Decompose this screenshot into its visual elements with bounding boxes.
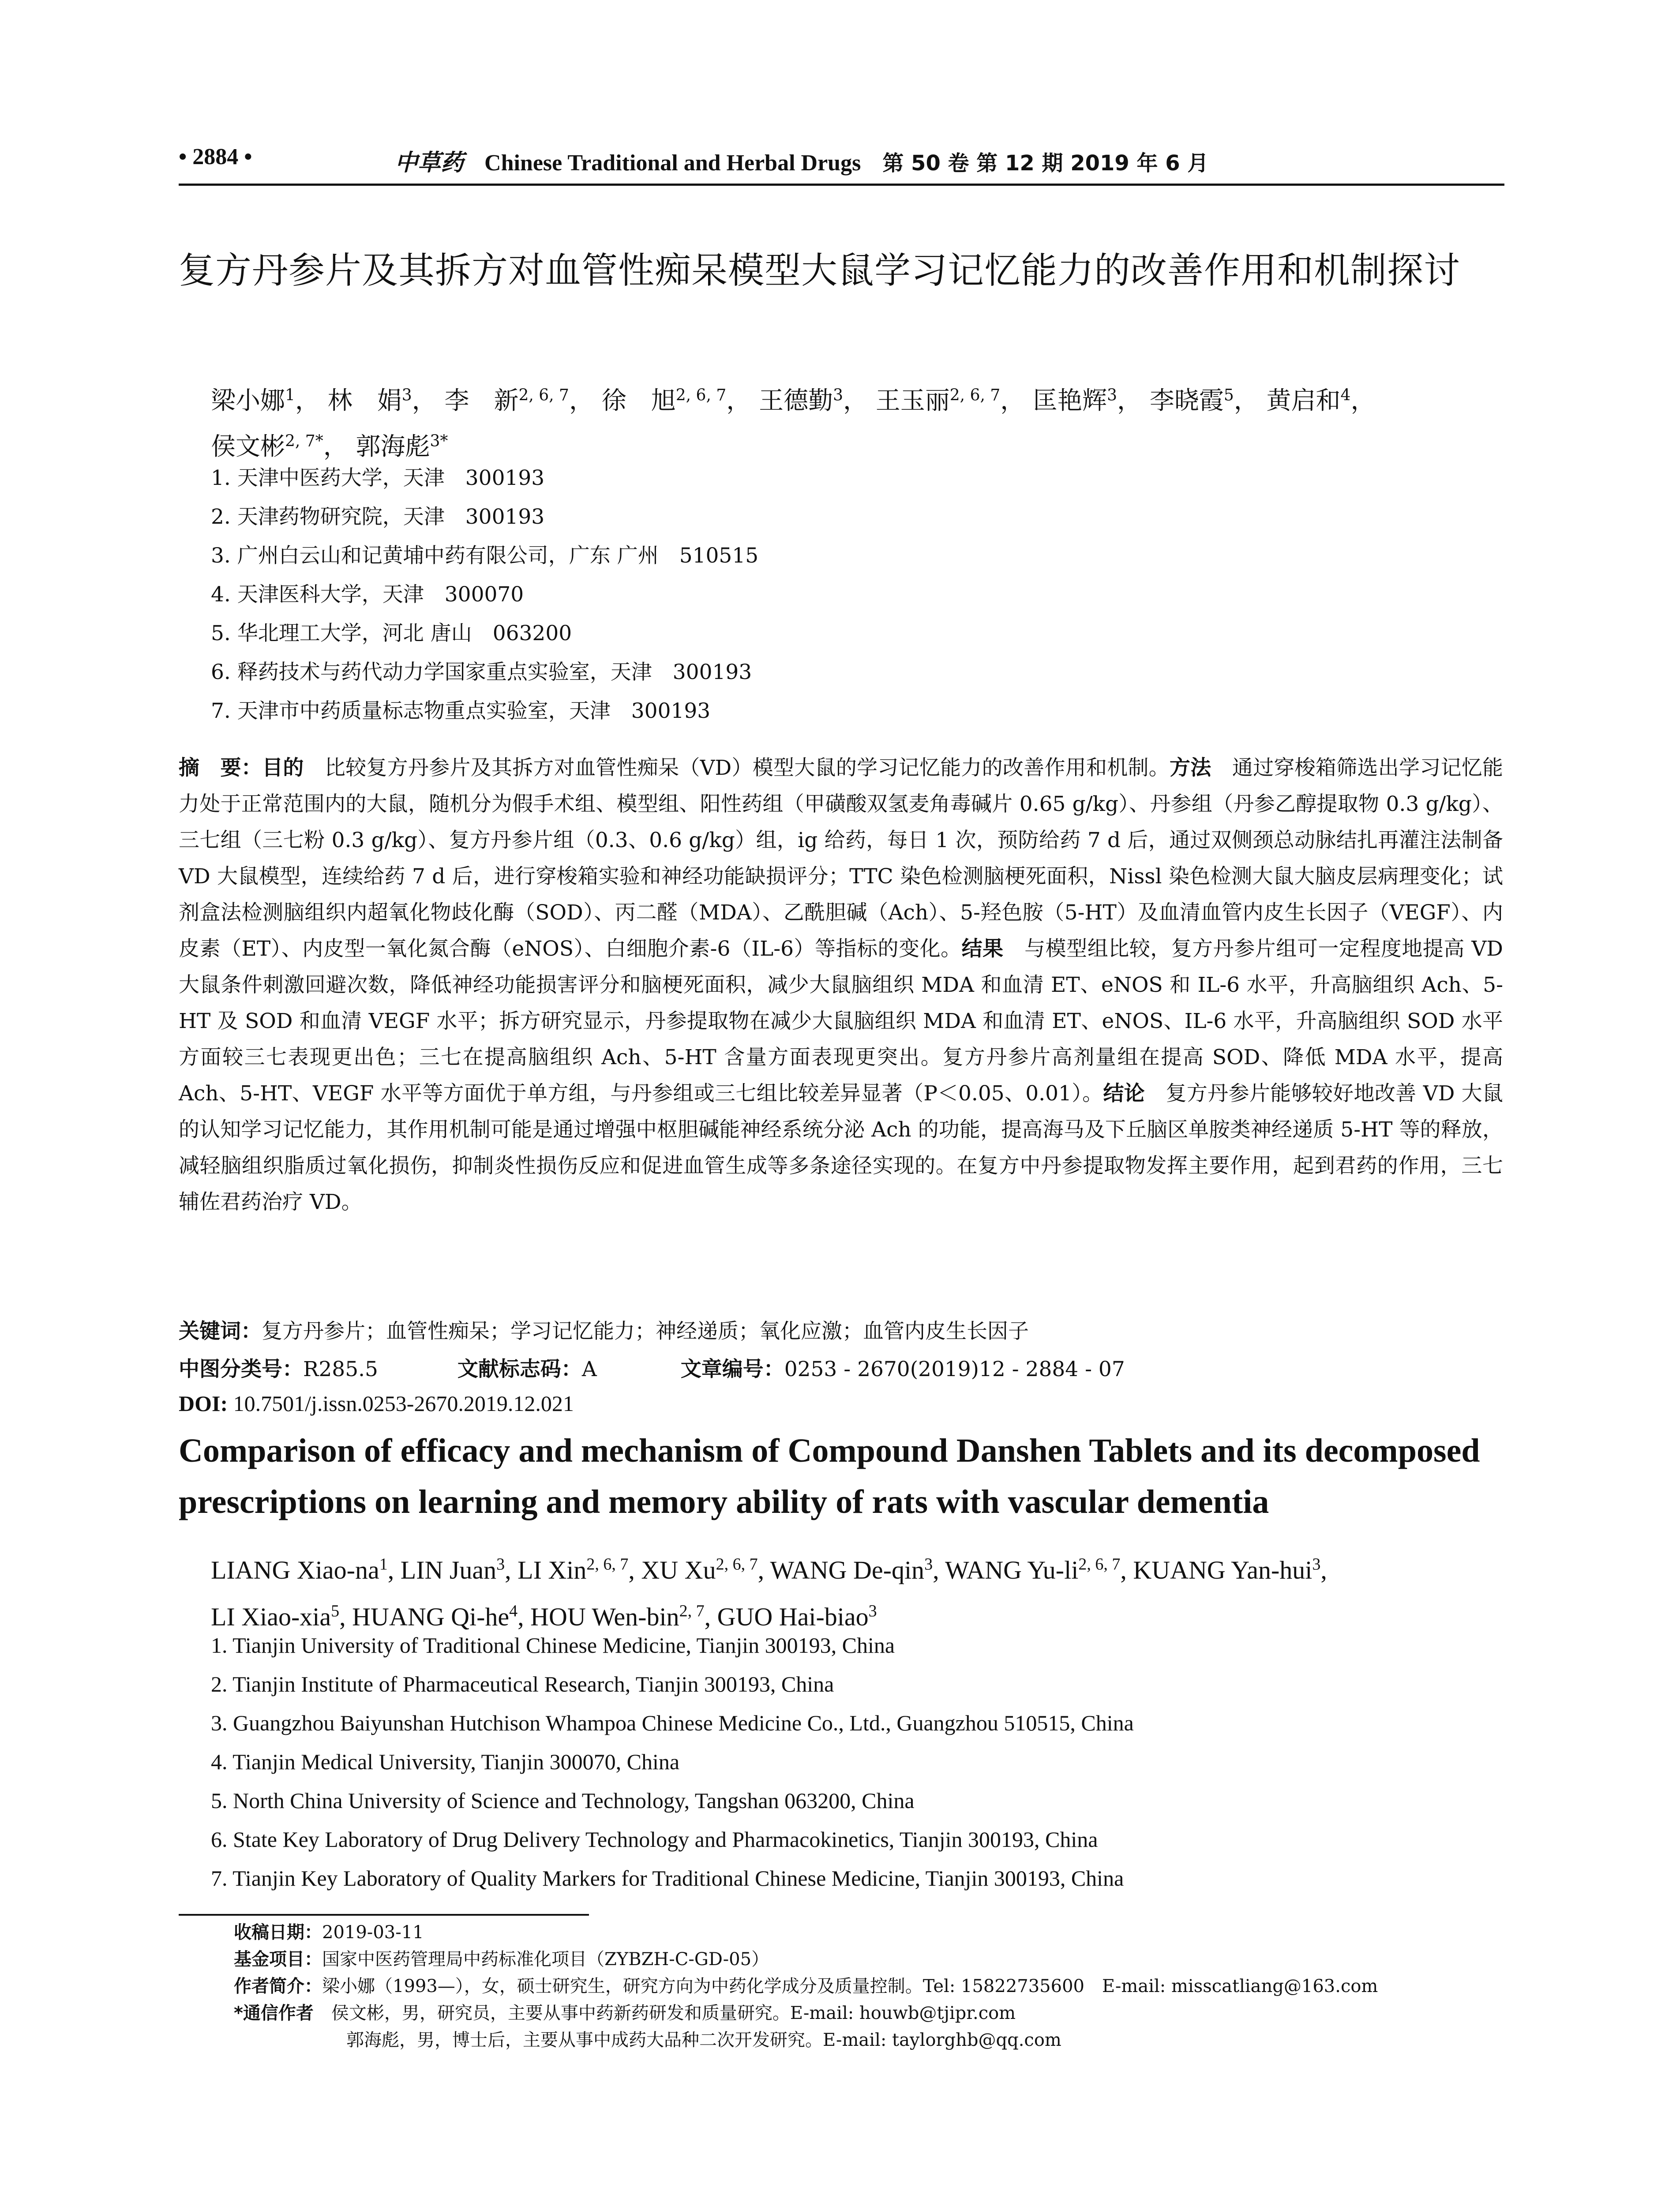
- author-en: KUANG Yan-hui$^3$,: [1133, 1555, 1327, 1585]
- author-en: GUO Hai-biao$^3$: [717, 1602, 877, 1631]
- corresponding-author: *通信作者 侯文彬，男，研究员，主要从事中药新药研发和质量研究。E-mail: houwb@tjipr.com: [234, 2003, 1016, 2023]
- author-cn: 匡艳辉$^3$，: [1033, 386, 1142, 415]
- author-cn: 梁小娜$^1$，: [211, 386, 320, 415]
- affiliation-cn: 1. 天津中医药大学，天津 300193: [211, 466, 545, 490]
- article-title-en: Comparison of efficacy and mechanism of Compound Danshen Tablets and its decomposed prescriptions on learning and memory ability of rats with vascular dementia: [179, 1432, 1480, 1520]
- affiliation-cn: 2. 天津药物研究院，天津 300193: [211, 505, 545, 529]
- affiliation-cn: 6. 释药技术与药代动力学国家重点实验室，天津 300193: [211, 660, 752, 684]
- journal-logo-cn: 中草药: [395, 149, 464, 176]
- abstract-conclusion: 复方丹参片能够较好地改善 VD 大鼠的认知学习记忆能力，其作用机制可能是通过增强中枢胆碱能神经系统分泌 Ach 的功能，提高海马及下丘脑区单胺类神经递质 5-HT 等的释放，减轻脑组织脂质过氧化损伤，抑制炎性损伤反应和促进血管生成等多条途径实现的。在复方中丹参提取物发挥主要作用，起到君药的作用，三七辅佐君药治疗 VD。: [179, 1081, 1504, 1214]
- author-cn: 林 娟$^3$，: [327, 386, 437, 415]
- article-title-cn: 复方丹参片及其拆方对血管性痴呆模型大鼠学习记忆能力的改善作用和机制探讨: [179, 250, 1461, 292]
- fund-info: 基金项目：国家中医药管理局中药标准化项目（ZYBZH-C-GD-05）: [234, 1949, 769, 1970]
- author-en: HOU Wen-bin$^{2, 7}$,: [530, 1602, 717, 1631]
- author-cn: 徐 旭$^{2, 6, 7}$，: [601, 386, 751, 415]
- affiliation-cn: 3. 广州白云山和记黄埔中药有限公司，广东 广州 510515: [211, 544, 759, 568]
- author-en: LI Xin$^{2, 6, 7}$,: [518, 1555, 641, 1585]
- objective-label: 目的: [262, 756, 304, 780]
- author-list-en: [211, 1544, 1517, 1637]
- author-cn: 李晓霞$^5$，: [1149, 386, 1259, 415]
- received-date: 收稿日期：2019-03-11: [234, 1922, 424, 1943]
- abstract-method: 通过穿梭箱筛选出学习记忆能力处于正常范围内的大鼠，随机分为假手术组、模型组、阳性药组（甲磺酸双氢麦角毒碱片 0.65 g/kg）、丹参组（丹参乙醇提取物 0.3 g/kg）、三七组（三七粉 0.3 g/kg）、复方丹参片组（0.3、0.6 g/kg）组，ig 给药，每日 1 次，预防给药 7 d 后，通过双侧颈总动脉结扎再灌注法制备 VD 大鼠模型，连续给药 7 d 后，进行穿梭箱实验和神经功能缺损评分；TTC 染色检测脑梗死面积，Nissl 染色检测大鼠大脑皮层病理变化；试剂盒法检测脑组织内超氧化物歧化酶（SOD）、丙二醛（MDA）、乙酰胆碱（Ach）、5-羟色胺（5-HT）及血清血管内皮生长因子（VEGF）、内皮素（ET）、内皮型一氧化氮合酶（eNOS）、白细胞介素-6（IL-6）等指标的变化。: [179, 756, 1504, 961]
- affiliation-en: 3. Guangzhou Baiyunshan Hutchison Whampoa Chinese Medicine Co., Ltd., Guangzhou 510515, China: [211, 1711, 1134, 1735]
- affiliation-en: 1. Tianjin University of Traditional Chinese Medicine, Tianjin 300193, China: [211, 1633, 895, 1658]
- abstract-label: 摘 要：: [179, 756, 262, 780]
- abstract-objective: 比较复方丹参片及其拆方对血管性痴呆（VD）模型大鼠的学习记忆能力的改善作用和机制。: [324, 756, 1170, 780]
- doc-code-label: 文献标志码：: [457, 1357, 582, 1381]
- author-list-cn: [211, 375, 1517, 467]
- affiliation-en: 4. Tianjin Medical University, Tianjin 300070, China: [211, 1749, 680, 1774]
- affiliation-en: 6. State Key Laboratory of Drug Delivery Technology and Pharmacokinetics, Tianjin 300193, China: [211, 1827, 1098, 1852]
- keywords-label: 关键词：: [179, 1319, 262, 1343]
- clc-label: 中图分类号：: [179, 1357, 303, 1381]
- abstract-result: 与模型组比较，复方丹参片组可一定程度地提高 VD 大鼠条件刺激回避次数，降低神经功能损害评分和脑梗死面积，减少大鼠脑组织 MDA 和血清 ET、eNOS 和 IL-6 水平，升高脑组织 Ach、5-HT 及 SOD 和血清 VEGF 水平；拆方研究显示，丹参提取物在减少大鼠脑组织 MDA 和血清 ET、eNOS、IL-6 水平，升高脑组织 SOD 水平方面较三七表现更出色；三七在提高脑组织 Ach、5-HT 含量方面表现更突出。复方丹参片高剂量组在提高 SOD、降低 MDA 水平，提高 Ach、5-HT、VEGF 水平等方面优于单方组，与丹参组或三七组比较差异显著（P＜0.05、0.01）。: [179, 937, 1503, 1106]
- keywords-text: 复方丹参片；血管性痴呆；学习记忆能力；神经递质；氧化应激；血管内皮生长因子: [262, 1319, 1029, 1343]
- page-number: • 2884 •: [179, 144, 252, 169]
- affiliation-list-cn: [211, 459, 1490, 731]
- author-cn: 李 新$^{2, 6, 7}$，: [444, 386, 594, 415]
- author-en: LIANG Xiao-$na^1$,: [211, 1555, 401, 1585]
- author-cn: 黄启和$^4$，: [1266, 386, 1376, 415]
- doi-line: [179, 1391, 574, 1416]
- author-cn: 侯文彬$^{2, 7*}$，: [211, 432, 348, 461]
- journal-name-en: Chinese Traditional and Herbal Drugs: [484, 150, 861, 176]
- author-cn: 郭海彪$^{3*}$: [356, 432, 448, 461]
- affiliation-list-en: [211, 1626, 1490, 1898]
- author-en: WANG De-qin$^3$,: [770, 1555, 945, 1585]
- author-bio: 作者简介：梁小娜（1993—），女，硕士研究生，研究方向为中药化学成分及质量控制。Tel: 15822735600 E-mail: misscatliang@163.com: [234, 1976, 1378, 1996]
- article-no-value: 0253 - 2670(2019)12 - 2884 - 07: [784, 1357, 1125, 1381]
- corresponding-author-2: 郭海彪，男，博士后，主要从事中成药大品种二次开发研究。E-mail: taylorghb@qq.com: [346, 2030, 1061, 2050]
- running-header: [179, 138, 1504, 186]
- journal-issue: 第 50 卷 第 12 期 2019 年 6 月: [882, 151, 1209, 176]
- conclusion-label: 结论: [1103, 1081, 1145, 1106]
- journal-info: [395, 144, 1208, 177]
- author-en: LI Xiao-xia$^5$,: [211, 1602, 352, 1631]
- footnote-divider: [179, 1914, 589, 1916]
- affiliation-en: 5. North China University of Science and Technology, Tangshan 063200, China: [211, 1788, 915, 1813]
- doi-value: 10.7501/j.issn.0253-2670.2019.12.021: [233, 1391, 574, 1416]
- article-no-label: 文章编号：: [680, 1357, 784, 1381]
- author-en: LIN Juan$^3$,: [400, 1555, 518, 1585]
- affiliation-cn: 4. 天津医科大学，天津 300070: [211, 582, 524, 607]
- author-en: HUANG $Qi-he^4$,: [352, 1602, 531, 1631]
- result-label: 结果: [961, 937, 1004, 961]
- affiliation-en: 7. Tianjin Key Laboratory of Quality Markers for Traditional Chinese Medicine, Tianjin 300193, China: [211, 1866, 1124, 1891]
- affiliation-cn: 5. 华北理工大学，河北 唐山 063200: [211, 621, 572, 645]
- author-en: XU Xu$^{2, 6, 7}$,: [641, 1555, 770, 1585]
- method-label: 方法: [1170, 756, 1211, 780]
- clc-value: R285.5: [303, 1357, 378, 1381]
- doi-label: DOI:: [179, 1391, 228, 1416]
- affiliation-en: 2. Tianjin Institute of Pharmaceutical Research, Tianjin 300193, China: [211, 1672, 834, 1696]
- author-en: WANG Yu-li$^{2, 6, 7}$,: [945, 1555, 1133, 1585]
- affiliation-cn: 7. 天津市中药质量标志物重点实验室，天津 300193: [211, 699, 711, 723]
- author-cn: 王德勤$^3$，: [759, 386, 868, 415]
- classification-line: [179, 1353, 1125, 1382]
- footnotes: [234, 1919, 1504, 2054]
- doc-code-value: A: [581, 1357, 597, 1381]
- abstract: [179, 750, 1503, 1220]
- author-cn: 王玉丽$^{2, 6, 7}$，: [875, 386, 1025, 415]
- keywords: [179, 1315, 1029, 1344]
